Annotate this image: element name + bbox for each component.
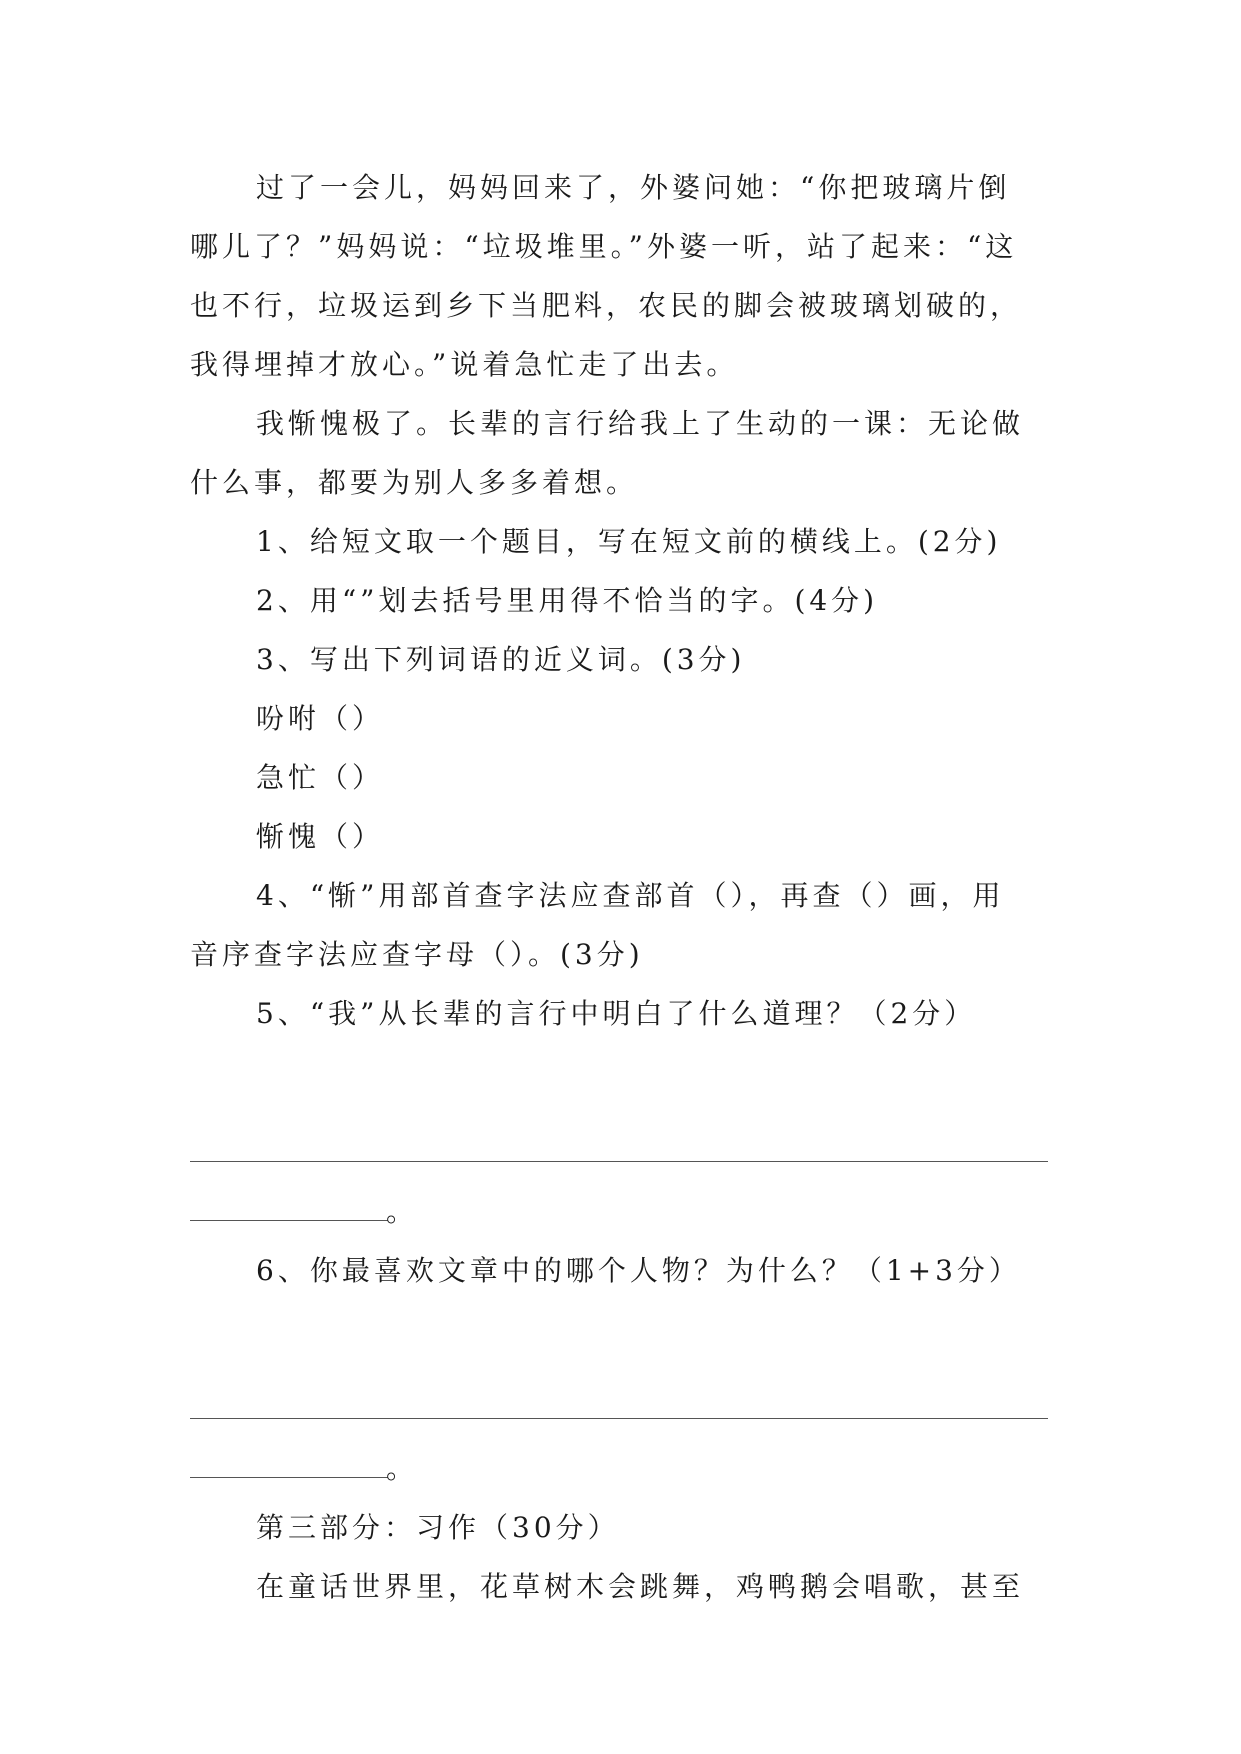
- answer-rule: [190, 1418, 1048, 1419]
- answer-gap: [190, 1043, 1050, 1123]
- question-3: 3、写出下列词语的近义词。(3分): [256, 643, 746, 676]
- question-3-item: 惭愧（）: [256, 820, 385, 853]
- question-1: 1、给短文取一个题目，写在短文前的横线上。(2分): [256, 525, 1002, 558]
- answer-line-q6[interactable]: [190, 1380, 1050, 1439]
- question-5: 5、“我”从长辈的言行中明白了什么道理？（2分）: [256, 997, 977, 1030]
- passage-line: 哪儿了？”妈妈说：“垃圾堆里。”外婆一听，站了起来：“这: [190, 230, 1018, 263]
- passage-line: 过了一会儿，妈妈回来了，外婆问她：“你把玻璃片倒: [256, 171, 1011, 204]
- answer-line-q5-end[interactable]: [190, 1182, 1050, 1241]
- passage-line: 什么事，都要为别人多多着想。: [190, 466, 639, 499]
- document-page: [190, 158, 1050, 1616]
- passage-line: 我惭愧极了。长辈的言行给我上了生动的一课：无论做: [256, 407, 1025, 440]
- answer-rule: [190, 1220, 388, 1221]
- answer-period: 。: [386, 1195, 415, 1228]
- answer-line-q5[interactable]: [190, 1123, 1050, 1182]
- section-intro-line: 在童话世界里，花草树木会跳舞，鸡鸭鹅会唱歌，甚至: [256, 1570, 1025, 1603]
- answer-rule: [190, 1477, 388, 1478]
- answer-rule: [190, 1161, 1048, 1162]
- answer-line-q6-end[interactable]: [190, 1439, 1050, 1498]
- question-2: 2、用“”划去括号里用得不恰当的字。(4分): [256, 584, 879, 617]
- answer-gap: [190, 1300, 1050, 1380]
- question-3-item: 急忙（）: [256, 761, 385, 794]
- answer-period: 。: [386, 1452, 415, 1485]
- passage-line: 也不行，垃圾运到乡下当肥料，农民的脚会被玻璃划破的，: [190, 289, 1023, 322]
- question-6: 6、你最喜欢文章中的哪个人物？为什么？（1+3分）: [256, 1254, 1021, 1287]
- section-title: 第三部分：习作（30分）: [256, 1511, 620, 1544]
- question-4: 4、“惭”用部首查字法应查部首（），再查（）画，用: [256, 879, 1005, 912]
- question-3-item: 吩咐（）: [256, 702, 385, 735]
- question-4-cont: 音序查字法应查字母（）。(3分): [190, 938, 644, 971]
- passage-line: 我得埋掉才放心。”说着急忙走了出去。: [190, 348, 739, 381]
